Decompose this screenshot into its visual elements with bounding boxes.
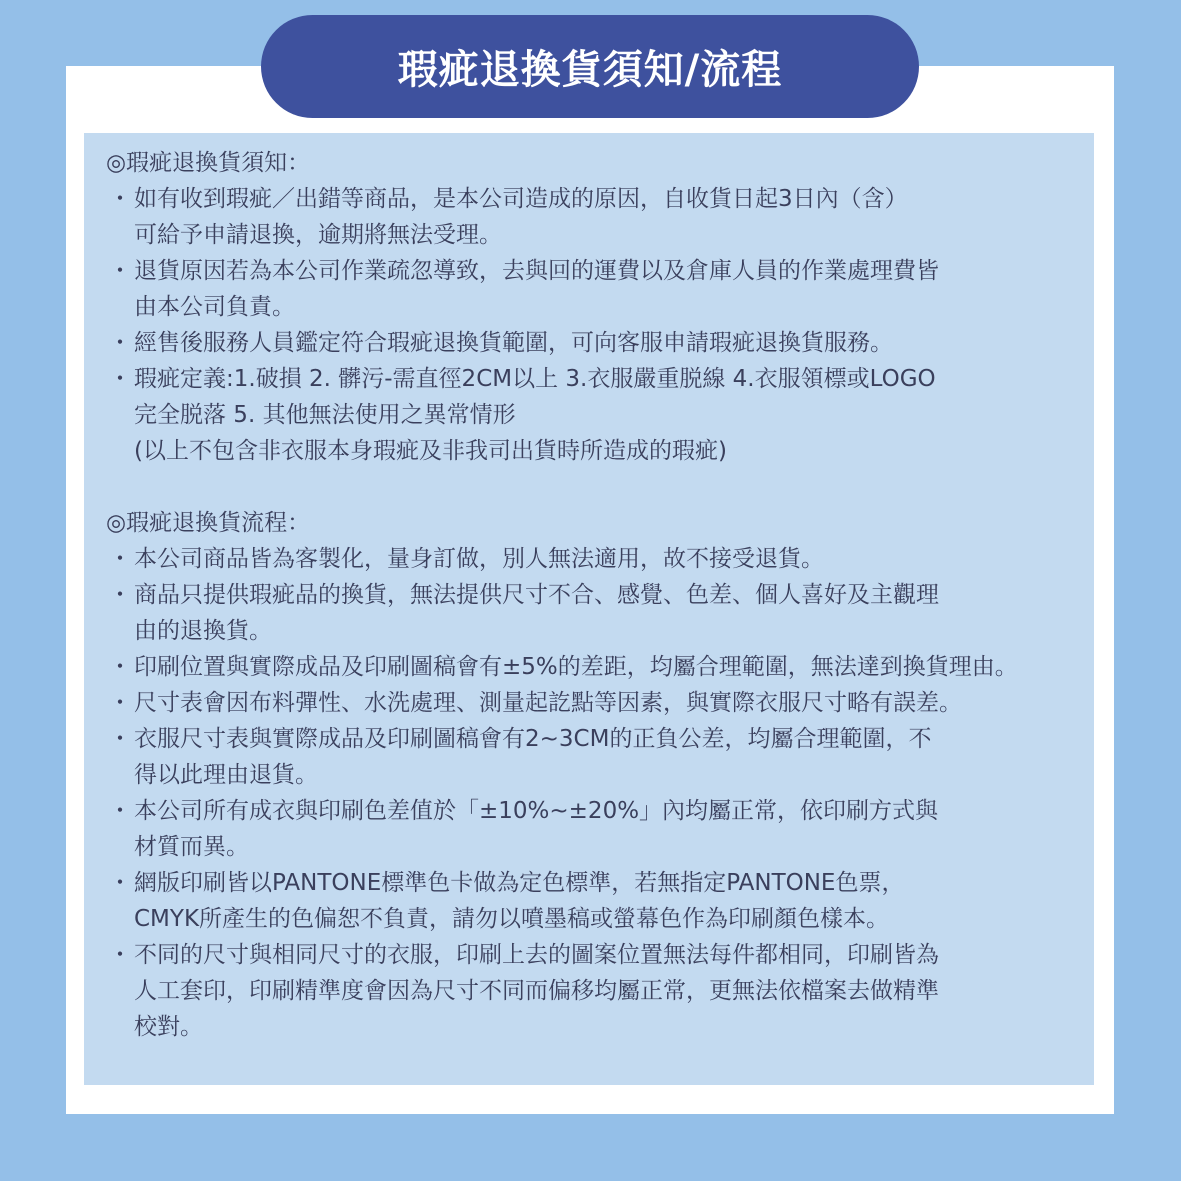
section-spacer [106, 469, 1094, 505]
item-text-line: 尺寸表會因布料彈性、水洗處理、測量起訖點等因素，與實際衣服尺寸略有誤差。 [134, 690, 962, 716]
item-text-line: CMYK所產生的色偏恕不負責，請勿以噴墨稿或螢幕色作為印刷顏色樣本。 [134, 906, 890, 932]
notice-section [106, 145, 1094, 469]
bullet: ・ [108, 366, 132, 392]
item-text-line: 本公司所有成衣與印刷色差值於「±10%~±20%」內均屬正常，依印刷方式與 [134, 798, 939, 824]
item-text-line: 網版印刷皆以PANTONE標準色卡做為定色標準，若無指定PANTONE色票， [134, 870, 905, 896]
item-text-line: 校對。 [134, 1014, 203, 1040]
list-item [106, 937, 1094, 1045]
list-item [106, 721, 1094, 793]
list-item [106, 253, 1094, 325]
process-section [106, 505, 1094, 1045]
page-title: 瑕疵退換貨須知/流程 [397, 47, 783, 93]
title-banner [261, 15, 919, 118]
item-text-line: 由的退換貨。 [134, 618, 272, 644]
item-text-line: 得以此理由退貨。 [134, 762, 318, 788]
item-text-line: 由本公司負責。 [134, 294, 295, 320]
item-text-line: 人工套印，印刷精準度會因為尺寸不同而偏移均屬正常，更無法依檔案去做精準 [134, 978, 939, 1004]
section-heading: ◎瑕疵退換貨流程： [106, 510, 311, 536]
item-text-line: 如有收到瑕疵／出錯等商品，是本公司造成的原因，自收貨日起3日內（含） [134, 186, 908, 212]
bullet: ・ [108, 726, 132, 752]
bullet: ・ [108, 546, 132, 572]
bullet: ・ [108, 582, 132, 608]
bullet: ・ [108, 870, 132, 896]
notice-panel [84, 133, 1094, 1085]
list-item [106, 361, 1094, 469]
bullet: ・ [108, 258, 132, 284]
list-item [106, 577, 1094, 649]
item-text-line: 瑕疵定義:1.破損 2. 髒污-需直徑2CM以上 3.衣服嚴重脱線 4.衣服領標或LOGO [134, 366, 936, 392]
item-text-line: 退貨原因若為本公司作業疏忽導致，去與回的運費以及倉庫人員的作業處理費皆 [134, 258, 939, 284]
bullet: ・ [108, 330, 132, 356]
list-item [106, 325, 1094, 361]
item-text-line: 本公司商品皆為客製化，量身訂做，別人無法適用，故不接受退貨。 [134, 546, 824, 572]
list-item [106, 541, 1094, 577]
item-text-line: 衣服尺寸表與實際成品及印刷圖稿會有2~3CM的正負公差，均屬合理範圍，不 [134, 726, 932, 752]
bullet: ・ [108, 942, 132, 968]
item-text-line: 經售後服務人員鑑定符合瑕疵退換貨範圍，可向客服申請瑕疵退換貨服務。 [134, 330, 893, 356]
bullet: ・ [108, 690, 132, 716]
item-text-line: 材質而異。 [134, 834, 249, 860]
bullet: ・ [108, 798, 132, 824]
item-text-line: 印刷位置與實際成品及印刷圖稿會有±5%的差距，均屬合理範圍，無法達到換貨理由。 [134, 654, 1018, 680]
list-item [106, 793, 1094, 865]
item-text-line: 可給予申請退換，逾期將無法受理。 [134, 222, 502, 248]
list-item [106, 181, 1094, 253]
section-heading: ◎瑕疵退換貨須知： [106, 150, 311, 176]
item-text-line: 不同的尺寸與相同尺寸的衣服，印刷上去的圖案位置無法每件都相同，印刷皆為 [134, 942, 939, 968]
list-item [106, 649, 1094, 685]
item-text-line: 完全脱落 5. 其他無法使用之異常情形 [134, 402, 516, 428]
bullet: ・ [108, 654, 132, 680]
list-item [106, 865, 1094, 937]
bullet: ・ [108, 186, 132, 212]
item-text-line: 商品只提供瑕疵品的換貨，無法提供尺寸不合、感覺、色差、個人喜好及主觀理 [134, 582, 939, 608]
list-item [106, 685, 1094, 721]
item-text-line: (以上不包含非衣服本身瑕疵及非我司出貨時所造成的瑕疵) [134, 438, 727, 464]
